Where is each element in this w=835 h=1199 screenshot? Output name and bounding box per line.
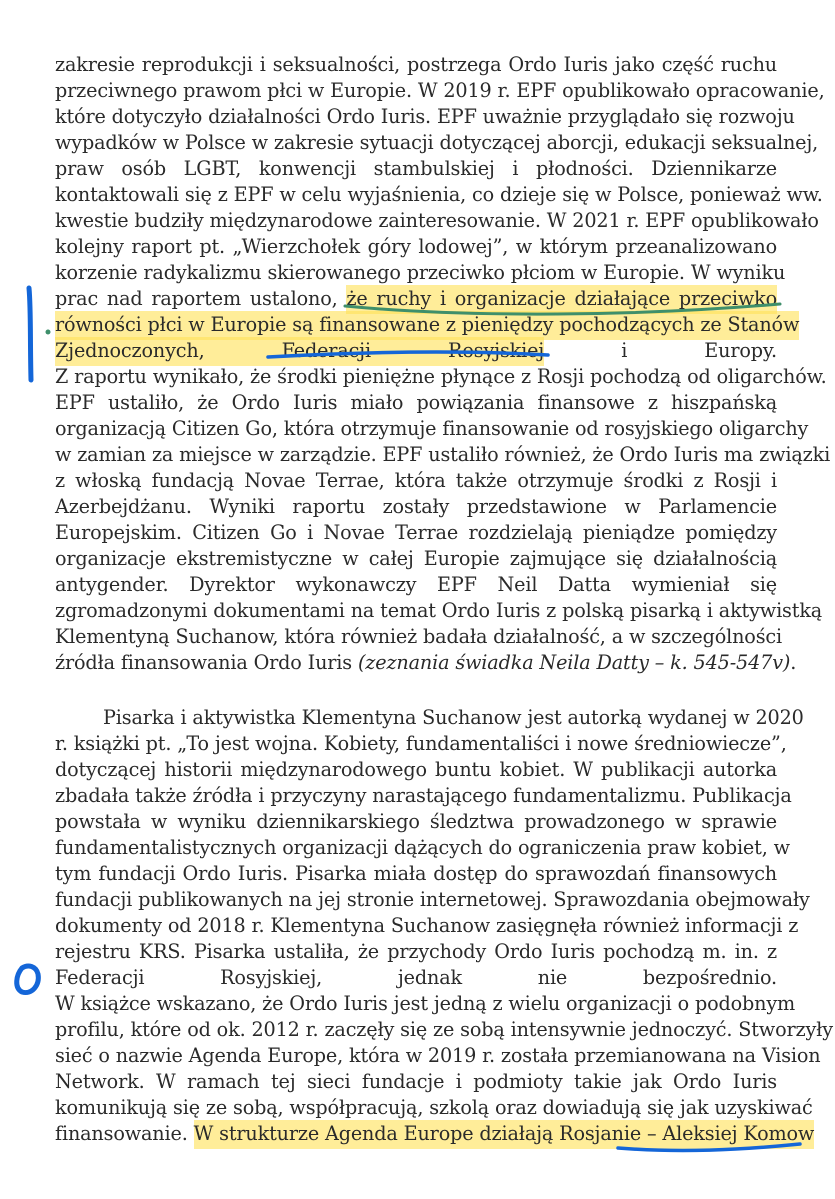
text-line: zbadała także źródła i przyczyny narastającego fundamentalizmu. Publikacja	[55, 784, 792, 807]
text-line: kolejny raport pt. „Wierzchołek góry lodowej”, w którym przeanalizowano	[55, 235, 777, 258]
highlighted-text: Zjednoczonych, Federacji Rosyjskiej	[55, 337, 544, 366]
text-line: profilu, które od ok. 2012 r. zaczęły się ze sobą intensywnie jednoczyć. Stworzyły	[55, 1018, 833, 1041]
paragraph-epf-report	[55, 52, 831, 676]
text-segment: i Europy.	[621, 339, 777, 362]
text-line: rejestru KRS. Pisarka ustaliła, że przychody Ordo Iuris pochodzą m. in. z	[55, 940, 777, 963]
text-line	[55, 312, 800, 338]
text-line: które dotyczyło działalności Ordo Iuris. EPF uważnie przyglądało się rozwoju	[55, 105, 795, 128]
text-line: kwestie budziły międzynarodowe zainteresowanie. W 2021 r. EPF opublikowało	[55, 209, 819, 232]
text-line: powstała w wyniku dziennikarskiego śledztwa prowadzonego w sprawie	[55, 810, 777, 833]
text-line: W książce wskazano, że Ordo Iuris jest jedną z wielu organizacji o podobnym	[55, 992, 796, 1015]
text-line: fundamentalistycznych organizacji dążących do ograniczenia praw kobiet, w	[55, 836, 790, 859]
text-line: w zamian za miejsce w zarządzie. EPF ustaliło również, że Ordo Iuris ma związki	[55, 443, 831, 466]
text-line: z włoską fundacją Novae Terrae, która także otrzymuje środki z Rosji i	[55, 469, 777, 492]
text-line: Federacji Rosyjskiej, jednak nie bezpośrednio.	[55, 966, 777, 989]
text-line: Azerbejdżanu. Wyniki raportu zostały przedstawione w Parlamencie	[55, 495, 777, 518]
margin-bracket-mark	[29, 288, 31, 380]
text-line: organizacje ekstremistyczne w całej Europie zajmujące się działalnością	[55, 547, 777, 570]
highlighted-text: W strukturze Agenda Europe działają Rosjanie – Aleksiej Komow	[194, 1120, 815, 1149]
text-segment: źródła finansowania Ordo Iuris	[55, 651, 358, 674]
text-line: Pisarka i aktywistka Klementyna Suchanow jest autorką wydanej w 2020	[103, 706, 804, 729]
text-segment: .	[790, 651, 797, 674]
text-line: organizacją Citizen Go, która otrzymuje finansowanie od rosyjskiego oligarchy	[55, 417, 809, 440]
text-segment: finansowanie.	[55, 1122, 194, 1145]
text-line: sieć o nazwie Agenda Europe, która w 2019 r. została przemianowana na Vision	[55, 1044, 821, 1067]
text-line: zakresie reprodukcji i seksualności, postrzega Ordo Iuris jako część ruchu	[55, 53, 777, 76]
text-line: Z raportu wynikało, że środki pieniężne płynące z Rosji pochodzą od oligarchów.	[55, 365, 827, 388]
text-line: r. książki pt. „To jest wojna. Kobiety, fundamentaliści i nowe średniowiecze”,	[55, 732, 787, 755]
text-line: przeciwnego prawom płci w Europie. W 2019 r. EPF opublikowało opracowanie,	[55, 79, 825, 102]
text-line: dotyczącej historii międzynarodowego buntu kobiet. W publikacji autorka	[55, 758, 777, 781]
highlighted-text: równości płci w Europie są finansowane z pieniędzy pochodzących ze Stanów	[55, 311, 799, 340]
text-line: tym fundacji Ordo Iuris. Pisarka miała dostęp do sprawozdań finansowych	[55, 862, 777, 885]
text-line: zgromadzonymi dokumentami na temat Ordo Iuris z polską pisarką i aktywistką	[55, 599, 823, 622]
margin-circle-mark	[17, 966, 39, 993]
citation: (zeznania świadka Neila Datty – k. 545-547v)	[357, 651, 791, 674]
text-line	[55, 338, 777, 364]
paragraph-suchanow-book	[55, 705, 833, 1147]
text-line: dokumenty od 2018 r. Klementyna Suchanow zasięgnęła również informacji z	[55, 914, 799, 937]
text-line	[55, 650, 797, 676]
text-line	[55, 286, 777, 312]
text-line: antygender. Dyrektor wykonawczy EPF Neil Datta wymieniał się	[55, 573, 777, 596]
text-line	[55, 1121, 815, 1147]
text-line: kontaktowali się z EPF w celu wyjaśnienia, co dzieje się w Polsce, ponieważ ww.	[55, 183, 823, 206]
text-line: Klementyną Suchanow, która również badała działalność, a w szczególności	[55, 625, 782, 648]
text-line: komunikują się ze sobą, współpracują, szkolą oraz dowiadują się jak uzyskiwać	[55, 1096, 813, 1119]
text-line: praw osób LGBT, konwencji stambulskiej i płodności. Dziennikarze	[55, 157, 777, 180]
text-line: korzenie radykalizmu skierowanego przeciwko płciom w Europie. W wyniku	[55, 261, 786, 284]
dot-mark	[46, 330, 51, 335]
text-line: wypadków w Polsce w zakresie sytuacji dotyczącej aborcji, edukacji seksualnej,	[55, 131, 819, 154]
text-line: Network. W ramach tej sieci fundacje i podmioty takie jak Ordo Iuris	[55, 1070, 777, 1093]
text-line: Europejskim. Citizen Go i Novae Terrae rozdzielają pieniądze pomiędzy	[55, 521, 777, 544]
text-line: EPF ustaliło, że Ordo Iuris miało powiązania finansowe z hiszpańską	[55, 391, 777, 414]
highlighted-text: że ruchy i organizacje działające przeciwko	[346, 285, 777, 314]
text-line: fundacji publikowanych na jej stronie internetowej. Sprawozdania obejmowały	[55, 888, 810, 911]
text-segment: prac nad raportem ustalono,	[55, 287, 347, 310]
